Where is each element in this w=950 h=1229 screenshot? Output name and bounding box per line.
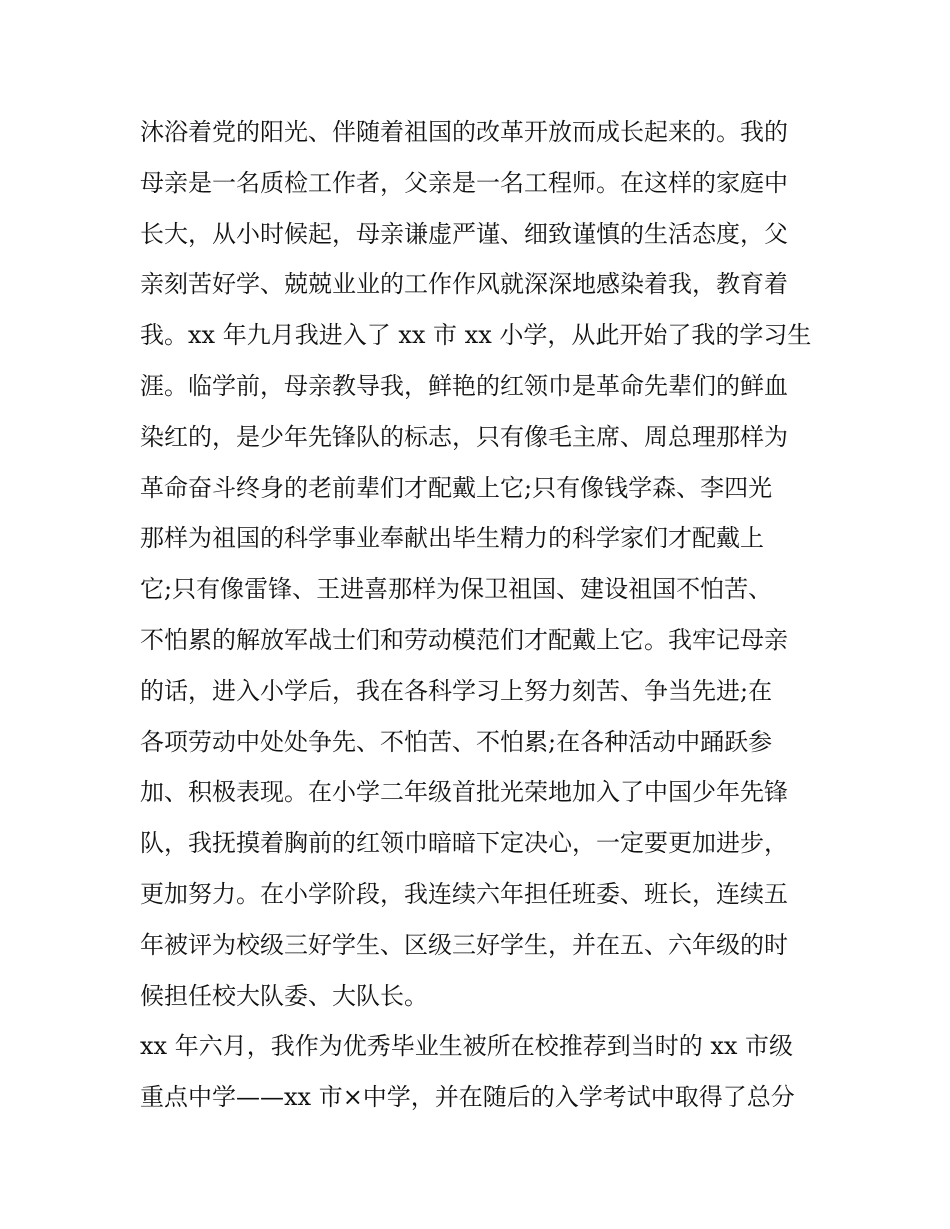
text-line-16: 更加努力。在小学阶段，我连续六年担任班委、班长，连续五 — [140, 879, 788, 908]
text-line-4: 亲刻苦好学、兢兢业业的工作作风就深深地感染着我，教育着 — [140, 270, 788, 299]
text-line-5: 我。xx 年九月我进入了 xx 市 xx 小学，从此开始了我的学习生 — [140, 321, 812, 350]
text-line-12: 的话，进入小学后，我在各科学习上努力刻苦、争当先进;在 — [140, 676, 773, 705]
text-line-15: 队，我抚摸着胸前的红领巾暗暗下定决心，一定要更加进步， — [140, 829, 788, 858]
text-line-17: 年被评为校级三好学生、区级三好学生，并在五、六年级的时 — [140, 930, 788, 959]
text-line-13: 各项劳动中处处争先、不怕苦、不怕累;在各种活动中踊跃参 — [140, 727, 773, 756]
body-text — [140, 107, 820, 1123]
text-line-9: 那样为祖国的科学事业奉献出毕生精力的科学家们才配戴上 — [140, 524, 764, 553]
text-line-6: 涯。临学前，母亲教导我，鲜艳的红领巾是革命先辈们的鲜血 — [140, 371, 788, 400]
text-line-2: 母亲是一名质检工作者，父亲是一名工程师。在这样的家庭中 — [140, 168, 788, 197]
text-line-7: 染红的，是少年先锋队的标志，只有像毛主席、周总理那样为 — [140, 422, 788, 451]
text-line-8: 革命奋斗终身的老前辈们才配戴上它;只有像钱学森、李四光 — [140, 473, 773, 502]
text-line-1: 沐浴着党的阳光、伴随着祖国的改革开放而成长起来的。我的 — [140, 118, 788, 146]
text-line-20: 重点中学——xx 市×中学，并在随后的入学考试中取得了总分 — [140, 1083, 795, 1112]
text-line-3: 长大，从小时候起，母亲谦虚严谨、细致谨慎的生活态度，父 — [140, 219, 788, 248]
text-line-14: 加、积极表现。在小学二年级首批光荣地加入了中国少年先锋 — [140, 778, 788, 807]
text-line-19: xx 年六月，我作为优秀毕业生被所在校推荐到当时的 xx 市级 — [140, 1032, 794, 1061]
text-line-10: 它;只有像雷锋、王进喜那样为保卫祖国、建设祖国不怕苦、 — [140, 575, 773, 604]
text-line-18: 候担任校大队委、大队长。 — [140, 981, 428, 1010]
text-line-11: 不怕累的解放军战士们和劳动模范们才配戴上它。我牢记母亲 — [140, 625, 788, 654]
